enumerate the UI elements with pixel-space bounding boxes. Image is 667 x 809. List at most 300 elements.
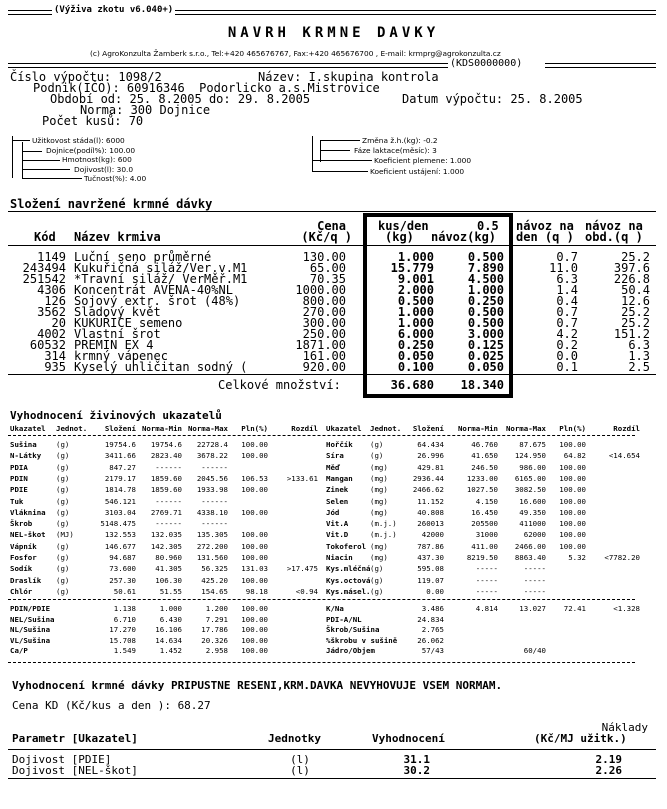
nutrient-value: 94.687	[109, 553, 136, 562]
nutrient-min: 80.960	[155, 553, 182, 562]
nutrient-unit: (g)	[56, 519, 70, 529]
feed-code: 60532	[29, 338, 66, 352]
nutrient-pct: 100.00	[241, 440, 268, 449]
col-kod: Kód	[34, 230, 56, 244]
feed-code: 251542	[22, 272, 66, 286]
nutrient-max: 3678.22	[196, 451, 228, 461]
nutrient-header: Norma-Max	[505, 424, 546, 433]
right-ratio-nutrient-row	[0, 604, 667, 613]
nutrient-max: 1933.98	[196, 485, 228, 495]
right-nutrient-row	[0, 474, 667, 483]
feed-kus: 1.000	[397, 305, 434, 319]
nutrient-value: 3.486	[421, 604, 444, 613]
feed-name: krmný vápenec	[74, 349, 168, 363]
feed-price: 1871.00	[295, 338, 346, 352]
nutrient-min: 41.650	[471, 451, 498, 461]
right-nutrient-row	[0, 530, 667, 539]
feed-name: Sojový extr. šrot (48%)	[74, 294, 241, 308]
feed-price: 920.00	[302, 360, 346, 374]
feed-navoz: 0.050	[467, 360, 504, 374]
nutrient-header: Rozdíl	[613, 424, 640, 433]
nutrient-max: 124.950	[514, 451, 546, 461]
feed-kus: 2.000	[397, 283, 434, 297]
feed-name: Kukuřičná siláž/Ver.v.M1	[74, 261, 248, 275]
nutrient-value: 1814.78	[104, 485, 136, 495]
nutrient-max: 22728.4	[196, 440, 228, 449]
nutrient-unit: (g)	[56, 541, 70, 551]
nutrient-pct: 100.00	[559, 530, 586, 540]
nutrient-max: 6165.00	[514, 473, 546, 483]
feed-kus: 0.250	[397, 338, 434, 352]
nutrient-unit: (g)	[56, 564, 70, 574]
nutrient-max: 2.958	[205, 646, 228, 655]
nutrient-pct: 100.00	[241, 625, 268, 634]
feed-name: Luční seno průměrné	[74, 250, 212, 264]
nutrient-unit: (mg)	[370, 462, 388, 472]
right-nutrient-row	[0, 451, 667, 460]
nutrient-min: 2769.71	[150, 507, 182, 517]
nutrient-pct: 100.00	[559, 440, 586, 449]
nutrient-diff: <1.328	[613, 604, 640, 613]
nutrient-min: 1233.00	[466, 473, 498, 483]
nutrient-name: Selen	[326, 496, 349, 506]
feed-code: 935	[44, 360, 66, 374]
nutrient-header-row	[0, 424, 667, 433]
feed-navoz: 0.500	[467, 305, 504, 319]
feed-kus: 1.000	[397, 250, 434, 264]
feed-navoz: 1.000	[467, 283, 504, 297]
nutrient-min: 132.035	[150, 530, 182, 540]
page-title: NAVRH KRMNE DAVKY	[227, 25, 440, 41]
nutrient-max: 272.200	[196, 541, 228, 551]
col-unit: Jednotky	[268, 732, 321, 745]
col-param: Parametr [Ukazatel]	[12, 732, 138, 745]
nutrient-diff: <7782.20	[604, 553, 640, 562]
right-nutrient-row	[0, 519, 667, 528]
nutrient-max: 4338.10	[196, 507, 228, 517]
nutrient-header: Ukazatel	[326, 424, 362, 433]
nutrient-value: 2.765	[421, 625, 444, 634]
yield-eval: 31.1	[403, 753, 430, 766]
nutrient-min: ------	[155, 519, 182, 529]
nutrient-name: VL/Sušina	[10, 635, 51, 645]
nutrient-min: ------	[155, 496, 182, 506]
feed-code: 126	[44, 294, 66, 308]
nutrient-min: 106.30	[155, 575, 182, 585]
nutrient-max: 20.326	[201, 635, 228, 645]
nutrient-unit: (g)	[56, 485, 70, 495]
feed-code: 20	[51, 316, 66, 330]
feed-navoz: 4.500	[467, 272, 504, 286]
col-kus: kus/den	[378, 219, 429, 233]
nutrient-unit: (g)	[56, 496, 70, 506]
nutrient-value: 429.81	[417, 462, 444, 472]
nutrient-pct: 100.00	[559, 485, 586, 495]
nutrient-name: Chlór	[10, 586, 33, 596]
doc-code: (KDS0000000)	[450, 58, 523, 69]
col-nav-den-unit: den (q )	[516, 230, 574, 244]
feed-section-title: Složení navržené krmné dávky	[10, 197, 213, 211]
nutrient-name: Vláknina	[10, 507, 46, 517]
nutrient-value: 19754.6	[104, 440, 136, 449]
nutrient-max: 2045.56	[196, 473, 228, 483]
feed-day: 1.4	[556, 283, 578, 297]
nutrient-name: PDIE	[10, 485, 28, 495]
nutrient-min: 14.634	[155, 635, 182, 645]
nutrient-unit: (g)	[56, 575, 70, 585]
feed-day: 11.0	[549, 261, 578, 275]
col-costs-unit: (Kč/MJ užitk.)	[534, 732, 627, 745]
nutrient-pct: 64.82	[563, 451, 586, 461]
app-title: (Výživa zkotu v6.040+)	[54, 5, 174, 15]
nutrient-value: 6.710	[113, 614, 136, 624]
feed-name: Vlastní šrot	[74, 327, 161, 341]
nutrient-value: 42000	[421, 530, 444, 540]
nutrient-header: Rozdíl	[291, 424, 318, 433]
feed-code: 314	[44, 349, 66, 363]
nutrient-name: Sušina	[10, 440, 37, 449]
nutrient-max: 1.200	[205, 604, 228, 613]
feed-price: 800.00	[302, 294, 346, 308]
nutrient-value: 17.270	[109, 625, 136, 634]
feed-price: 270.00	[302, 305, 346, 319]
nutrient-name: Draslík	[10, 575, 42, 585]
right-nutrient-row	[0, 576, 667, 585]
nutrient-diff: >133.61	[286, 473, 318, 483]
nutrient-pct: 100.00	[241, 541, 268, 551]
feed-period: 2.5	[628, 360, 650, 374]
nutrient-name: Hořčík	[326, 440, 353, 449]
nutrient-value: 15.708	[109, 635, 136, 645]
company-line: (c) AgroKonzulta Žamberk s.r.o., Tel:+420 465676767, Fax:+420 465676700 , E-mail: krmprg@agrokonzulta.cz	[90, 49, 501, 58]
evaluation-text: Vyhodnocení krmné dávky PRIPUSTNE RESENI,KRM.DAVKA NEVYHOVUJE VSEM NORMAM.	[12, 679, 503, 692]
feed-name: Sladový květ	[74, 305, 161, 319]
feed-day: 0.2	[556, 338, 578, 352]
feed-navoz: 0.500	[467, 316, 504, 330]
nutrient-value: 50.61	[113, 586, 136, 596]
param-milk-yield: Dojivost(l): 30.0	[74, 165, 134, 174]
nutrient-unit: (mg)	[370, 496, 388, 506]
nutrient-min: 2823.40	[150, 451, 182, 461]
nutrient-pct: 100.00	[559, 519, 586, 529]
nutrient-pct: 131.03	[241, 564, 268, 574]
nutrient-header: Pln(%)	[241, 424, 268, 433]
feed-price: 250.00	[302, 327, 346, 341]
feed-period: 25.2	[621, 250, 650, 264]
right-nutrient-row	[0, 485, 667, 494]
nutrient-pct: 72.41	[563, 604, 586, 613]
right-nutrient-row	[0, 587, 667, 596]
col-navoz-top: 0.5	[477, 219, 499, 233]
feed-kus: 6.000	[397, 327, 434, 341]
nutrient-value: 57/43	[421, 646, 444, 655]
nutrient-name: Niacin	[326, 553, 353, 562]
feed-price: 65.00	[309, 261, 346, 275]
nutrient-max: 60/40	[523, 646, 546, 655]
nutrient-name: Vápník	[10, 541, 37, 551]
nutrient-section-title: Vyhodnocení živinových ukazatelů	[10, 409, 222, 422]
nutrient-name: Ca/P	[10, 646, 28, 655]
nutrient-value: 3411.66	[104, 451, 136, 461]
nutrient-value: 546.121	[104, 496, 136, 506]
feed-day: 0.4	[556, 294, 578, 308]
nutrient-value: 2179.17	[104, 473, 136, 483]
nutrient-header: Složení	[104, 424, 136, 433]
nutrient-value: 146.677	[104, 541, 136, 551]
nutrient-max: 13.027	[519, 604, 546, 613]
nutrient-value: 257.30	[109, 575, 136, 585]
nutrient-min: 1.000	[159, 604, 182, 613]
feed-code: 4306	[37, 283, 66, 297]
feed-period: 397.6	[613, 261, 650, 275]
nutrient-name: Škrob	[10, 519, 33, 529]
nutrient-min: 411.00	[471, 541, 498, 551]
nutrient-pct: 100.00	[241, 575, 268, 585]
nutrient-value: 11.152	[417, 496, 444, 506]
yield-param: Dojivost [NEL-škot]	[12, 764, 138, 777]
feed-period: 226.8	[613, 272, 650, 286]
nutrient-min: -----	[475, 575, 498, 585]
nutrient-name: N-Látky	[10, 451, 42, 461]
nutrient-unit: (g)	[56, 451, 70, 461]
feed-day: 0.0	[556, 349, 578, 363]
nutrient-header: Norma-Max	[187, 424, 228, 433]
calc-date: Datum výpočtu: 25. 8.2005	[402, 92, 583, 106]
nutrient-max: 986.00	[519, 462, 546, 472]
right-nutrient-row	[0, 508, 667, 517]
nutrient-name: K/Na	[326, 604, 344, 613]
ration-cost: Cena KD (Kč/kus a den ): 68.27	[12, 699, 211, 712]
nutrient-unit: (mg)	[370, 541, 388, 551]
nutrient-pct: 100.00	[241, 604, 268, 613]
nutrient-value: 2466.62	[412, 485, 444, 495]
feed-code: 1149	[37, 250, 66, 264]
feed-price: 70.35	[309, 272, 346, 286]
feed-navoz: 3.000	[467, 327, 504, 341]
nutrient-pct: 100.00	[559, 507, 586, 517]
right-nutrient-row	[0, 463, 667, 472]
nutrient-pct: 100.00	[241, 530, 268, 540]
yield-cost: 2.19	[595, 753, 622, 766]
right-nutrient-row	[0, 440, 667, 449]
animal-count: Počet kusů: 70	[42, 114, 144, 128]
feed-price: 161.00	[302, 349, 346, 363]
nutrient-pct: 100.00	[241, 553, 268, 562]
nutrient-name: Vit.A	[326, 519, 349, 529]
nutrient-min: ------	[155, 462, 182, 472]
nutrient-header: Jednot.	[370, 424, 402, 433]
nutrient-min: -----	[475, 564, 498, 574]
nutrient-max: 411000	[519, 519, 546, 529]
nutrient-unit: (g)	[56, 586, 70, 596]
nutrient-diff: <14.654	[608, 451, 640, 461]
nutrient-min: 1859.60	[150, 473, 182, 483]
nutrient-pct: 100.00	[241, 646, 268, 655]
nutrient-pct: 5.32	[568, 553, 586, 562]
nutrient-max: 49.350	[519, 507, 546, 517]
feed-period: 1.3	[628, 349, 650, 363]
nutrient-name: Mangan	[326, 473, 353, 483]
nutrient-diff: >17.475	[286, 564, 318, 574]
nutrient-name: Jádro/Objem	[326, 646, 375, 655]
nutrient-value: 40.808	[417, 507, 444, 517]
col-eval: Vyhodnocení	[372, 732, 445, 745]
nutrient-pct: 100.00	[241, 507, 268, 517]
nutrient-header: Jednot.	[56, 424, 88, 433]
nutrient-value: 24.834	[417, 614, 444, 624]
nutrient-value: 5148.475	[100, 519, 136, 529]
nutrient-header: Ukazatel	[10, 424, 46, 433]
nutrient-name: Fosfor	[10, 553, 37, 562]
nutrient-min: 142.305	[150, 541, 182, 551]
feed-kus: 15.779	[390, 261, 434, 275]
nutrient-name: Kys.másel.	[326, 586, 371, 596]
right-ratio-nutrient-row	[0, 625, 667, 634]
nutrient-unit: (MJ)	[56, 530, 74, 540]
right-ratio-nutrient-row	[0, 615, 667, 624]
right-nutrient-row	[0, 553, 667, 562]
nutrient-name: PDI-A/NL	[326, 614, 362, 624]
nutrient-pct: 100.00	[241, 451, 268, 461]
param-cow-share: Dojnice(podíl%): 100.00	[46, 146, 136, 155]
nutrient-name: PDIA	[10, 462, 28, 472]
param-weight-change: Změna ž.h.(kg): -0.2	[362, 136, 438, 145]
nutrient-unit: (g)	[370, 440, 384, 449]
feed-navoz: 0.025	[467, 349, 504, 363]
nutrient-max: 154.65	[201, 586, 228, 596]
nutrient-unit: (g)	[370, 564, 384, 574]
param-lactation: Fáze laktace(měsíc): 3	[354, 146, 437, 155]
param-housing-coef: Koeficient ustájení: 1.000	[370, 167, 465, 176]
nutrient-unit: (g)	[370, 451, 384, 461]
period: Období od: 25. 8.2005 do: 29. 8.2005	[50, 92, 311, 106]
feed-row	[0, 361, 667, 372]
feed-navoz: 0.125	[467, 338, 504, 352]
feed-name: KUKUŘICE semeno	[74, 316, 183, 330]
nutrient-name: Kys.octová	[326, 575, 371, 585]
feed-code: 3562	[37, 305, 66, 319]
feed-period: 151.2	[613, 327, 650, 341]
feed-period: 25.2	[621, 305, 650, 319]
nutrient-min: 6.430	[159, 614, 182, 624]
right-nutrient-row	[0, 564, 667, 573]
nutrient-pct: 100.00	[559, 541, 586, 551]
feed-day: 6.3	[556, 272, 578, 286]
feed-code: 243494	[22, 261, 66, 275]
nutrient-name: %škrobu v sušině	[326, 635, 398, 645]
nutrient-unit: (mg)	[370, 473, 388, 483]
nutrient-header: Pln(%)	[559, 424, 586, 433]
col-cena-unit: (Kč/q )	[301, 230, 352, 244]
nutrient-name: NEL-škot	[10, 530, 46, 540]
nutrient-name: Tokoferol	[326, 541, 367, 551]
nutrient-value: 26.996	[417, 451, 444, 461]
nutrient-unit: (mg)	[370, 507, 388, 517]
calc-number: Číslo výpočtu: 1098/2	[10, 70, 162, 84]
nutrient-name: Škrob/Sušina	[326, 625, 380, 634]
nutrient-value: 787.86	[417, 541, 444, 551]
nutrient-max: 7.291	[205, 614, 228, 624]
nutrient-unit: (mg)	[370, 553, 388, 562]
nutrient-unit: (g)	[56, 473, 70, 483]
nutrient-name: Zinek	[326, 485, 349, 495]
nutrient-value: 0.00	[426, 586, 444, 596]
nutrient-pct: 100.00	[241, 485, 268, 495]
nutrient-min: 1.452	[159, 646, 182, 655]
yield-eval: 30.2	[403, 764, 430, 777]
nutrient-max: 425.20	[201, 575, 228, 585]
feed-kus: 0.050	[397, 349, 434, 363]
nutrient-max: -----	[523, 586, 546, 596]
nutrient-unit: (g)	[370, 575, 384, 585]
nutrient-max: 3082.50	[514, 485, 546, 495]
col-nav-den: návoz na	[516, 219, 574, 233]
ration-name: Název: I.skupina kontrola	[258, 70, 439, 84]
nutrient-unit: (mg)	[370, 485, 388, 495]
highlight-box	[363, 213, 513, 398]
nutrient-name: Měď	[326, 462, 340, 472]
nutrient-min: 46.760	[471, 440, 498, 449]
total-kus: 36.680	[390, 378, 434, 392]
nutrient-max: 135.305	[196, 530, 228, 540]
col-nav-obd: návoz na	[585, 219, 643, 233]
col-cena: Cena	[317, 219, 346, 233]
nutrient-value: 437.30	[417, 553, 444, 562]
feed-kus: 0.100	[397, 360, 434, 374]
nutrient-pct: 98.18	[245, 586, 268, 596]
nutrient-min: 16.106	[155, 625, 182, 634]
nutrient-max: 8863.40	[514, 553, 546, 562]
nutrient-value: 119.07	[417, 575, 444, 585]
nutrient-value: 1.138	[113, 604, 136, 613]
yield-unit: (l)	[290, 753, 310, 766]
nutrient-max: 131.560	[196, 553, 228, 562]
nutrient-max: ------	[201, 496, 228, 506]
yield-cost: 2.26	[595, 764, 622, 777]
nutrient-max: -----	[523, 575, 546, 585]
nutrient-name: Vit.D	[326, 530, 349, 540]
feed-navoz: 7.890	[467, 261, 504, 275]
nutrient-value: 64.434	[417, 440, 444, 449]
feed-kus: 1.000	[397, 316, 434, 330]
feed-period: 6.3	[628, 338, 650, 352]
feed-day: 0.7	[556, 316, 578, 330]
nutrient-unit: (m.j.)	[370, 530, 397, 540]
nutrient-diff: <0.94	[295, 586, 318, 596]
nutrient-min: 246.50	[471, 462, 498, 472]
col-nav-obd-unit: obd.(q )	[585, 230, 643, 244]
feed-code: 4002	[37, 327, 66, 341]
nutrient-min: 1027.50	[466, 485, 498, 495]
nutrient-header: Norma-Min	[457, 424, 498, 433]
nutrient-name: PDIN/PDIE	[10, 604, 51, 613]
company-info: Podnik(IČO): 60916346 Podorlicko a.s.Mistrovice	[33, 81, 380, 95]
feed-name: PREMIN EX 4	[74, 338, 154, 352]
nutrient-unit: (g)	[56, 440, 70, 449]
nutrient-name: Síra	[326, 451, 344, 461]
nutrient-name: Sodík	[10, 564, 33, 574]
nutrient-min: 8219.50	[466, 553, 498, 562]
yield-unit: (l)	[290, 764, 310, 777]
col-navoz: návoz(kg)	[431, 230, 497, 244]
nutrient-name: NL/Sušina	[10, 625, 51, 634]
nutrient-min: 19754.6	[150, 440, 182, 449]
nutrient-header: Složení	[412, 424, 444, 433]
nutrient-max: -----	[523, 564, 546, 574]
nutrient-value: 1.549	[113, 646, 136, 655]
nutrient-pct: 106.53	[241, 473, 268, 483]
nutrient-min: 41.305	[155, 564, 182, 574]
